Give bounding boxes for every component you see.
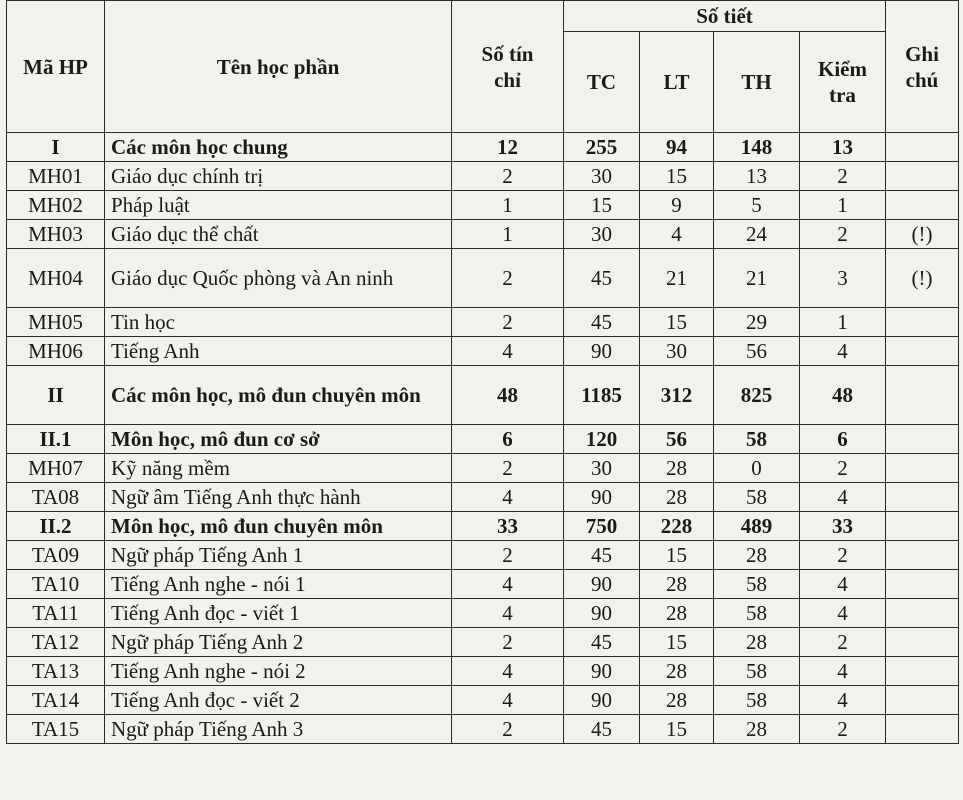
cell-credits: 33 [452,512,564,541]
cell-name: Ngữ pháp Tiếng Anh 3 [105,715,452,744]
cell-name: Giáo dục chính trị [105,162,452,191]
cell-note [886,191,959,220]
cell-kiem-tra: 4 [800,570,886,599]
cell-lt: 15 [640,628,714,657]
table-body [7,133,959,744]
cell-code: TA11 [7,599,105,628]
cell-code: II [7,366,105,425]
col-header-kiem-tra [800,32,886,133]
cell-kiem-tra: 33 [800,512,886,541]
cell-credits: 48 [452,366,564,425]
cell-code: MH06 [7,337,105,366]
cell-note [886,512,959,541]
cell-th: 0 [714,454,800,483]
cell-lt: 15 [640,541,714,570]
cell-th: 58 [714,425,800,454]
table-row [7,715,959,744]
cell-note [886,715,959,744]
curriculum-table [6,0,959,744]
cell-code: I [7,133,105,162]
cell-credits: 4 [452,337,564,366]
cell-th: 58 [714,570,800,599]
cell-name: Tiếng Anh [105,337,452,366]
cell-note: (!) [886,220,959,249]
cell-kiem-tra: 4 [800,599,886,628]
cell-th: 58 [714,686,800,715]
cell-lt: 30 [640,337,714,366]
cell-kiem-tra: 1 [800,191,886,220]
table-row [7,133,959,162]
cell-code: MH02 [7,191,105,220]
cell-tc: 45 [564,541,640,570]
cell-th: 5 [714,191,800,220]
cell-th: 24 [714,220,800,249]
cell-kiem-tra: 2 [800,454,886,483]
cell-name: Tiếng Anh đọc - viết 1 [105,599,452,628]
col-header-so-tiet: Số tiết [564,1,886,32]
cell-name: Tiếng Anh nghe - nói 2 [105,657,452,686]
table-row [7,541,959,570]
cell-lt: 228 [640,512,714,541]
so-tin-chi-line2: chỉ [494,67,521,92]
cell-credits: 2 [452,715,564,744]
cell-code: MH01 [7,162,105,191]
cell-th: 28 [714,715,800,744]
cell-lt: 28 [640,599,714,628]
cell-tc: 1185 [564,366,640,425]
cell-note [886,570,959,599]
cell-code: II.1 [7,425,105,454]
cell-kiem-tra: 13 [800,133,886,162]
cell-name: Giáo dục Quốc phòng và An ninh [105,249,452,308]
cell-tc: 45 [564,308,640,337]
cell-note [886,308,959,337]
cell-name: Môn học, mô đun cơ sở [105,425,452,454]
cell-code: MH03 [7,220,105,249]
cell-kiem-tra: 2 [800,715,886,744]
cell-note [886,686,959,715]
cell-credits: 6 [452,425,564,454]
cell-tc: 120 [564,425,640,454]
cell-kiem-tra: 3 [800,249,886,308]
cell-lt: 15 [640,162,714,191]
cell-credits: 2 [452,308,564,337]
cell-kiem-tra: 4 [800,337,886,366]
cell-credits: 4 [452,686,564,715]
cell-name: Ngữ âm Tiếng Anh thực hành [105,483,452,512]
cell-credits: 4 [452,483,564,512]
cell-tc: 30 [564,220,640,249]
cell-code: MH05 [7,308,105,337]
cell-lt: 15 [640,308,714,337]
cell-code: TA15 [7,715,105,744]
cell-kiem-tra: 4 [800,483,886,512]
cell-code: TA14 [7,686,105,715]
cell-kiem-tra: 6 [800,425,886,454]
cell-tc: 45 [564,249,640,308]
cell-lt: 21 [640,249,714,308]
cell-tc: 45 [564,715,640,744]
cell-note [886,541,959,570]
cell-lt: 28 [640,570,714,599]
cell-tc: 90 [564,337,640,366]
cell-credits: 1 [452,191,564,220]
cell-kiem-tra: 48 [800,366,886,425]
kiem-tra-line1: Kiểm [818,57,867,81]
cell-credits: 2 [452,454,564,483]
table-row [7,337,959,366]
cell-kiem-tra: 2 [800,541,886,570]
cell-code: TA08 [7,483,105,512]
cell-note [886,628,959,657]
cell-kiem-tra: 2 [800,220,886,249]
cell-lt: 15 [640,715,714,744]
ghi-chu-line1: Ghi [905,41,939,66]
table-row [7,657,959,686]
cell-name: Các môn học, mô đun chuyên môn [105,366,452,425]
cell-lt: 28 [640,657,714,686]
cell-credits: 2 [452,628,564,657]
cell-note [886,133,959,162]
table-row [7,454,959,483]
col-header-so-tin-chi [452,1,564,133]
cell-code: TA13 [7,657,105,686]
table-row [7,628,959,657]
cell-lt: 9 [640,191,714,220]
cell-lt: 56 [640,425,714,454]
cell-name: Các môn học chung [105,133,452,162]
cell-th: 28 [714,628,800,657]
cell-name: Pháp luật [105,191,452,220]
cell-name: Tiếng Anh đọc - viết 2 [105,686,452,715]
cell-tc: 30 [564,162,640,191]
cell-code: TA10 [7,570,105,599]
cell-name: Tiếng Anh nghe - nói 1 [105,570,452,599]
cell-kiem-tra: 1 [800,308,886,337]
col-header-ten-hoc-phan: Tên học phần [105,1,452,133]
cell-code: II.2 [7,512,105,541]
cell-lt: 28 [640,483,714,512]
cell-kiem-tra: 2 [800,162,886,191]
cell-th: 56 [714,337,800,366]
cell-tc: 90 [564,483,640,512]
cell-th: 58 [714,599,800,628]
table-row [7,483,959,512]
ghi-chu-line2: chú [905,67,939,92]
cell-note [886,162,959,191]
cell-credits: 4 [452,657,564,686]
cell-tc: 90 [564,657,640,686]
cell-th: 489 [714,512,800,541]
cell-code: MH04 [7,249,105,308]
table-row [7,308,959,337]
cell-tc: 30 [564,454,640,483]
cell-lt: 4 [640,220,714,249]
cell-name: Tin học [105,308,452,337]
cell-tc: 90 [564,599,640,628]
col-header-tc: TC [564,32,640,133]
col-header-ghi-chu [886,1,959,133]
table-row [7,191,959,220]
cell-note [886,483,959,512]
col-header-lt: LT [640,32,714,133]
cell-lt: 312 [640,366,714,425]
cell-th: 28 [714,541,800,570]
cell-credits: 2 [452,249,564,308]
cell-tc: 15 [564,191,640,220]
col-header-th: TH [714,32,800,133]
cell-code: TA12 [7,628,105,657]
cell-name: Giáo dục thể chất [105,220,452,249]
cell-tc: 750 [564,512,640,541]
cell-note [886,657,959,686]
so-tin-chi-line1: Số tín [481,41,534,66]
cell-code: TA09 [7,541,105,570]
cell-note [886,454,959,483]
table-row [7,162,959,191]
cell-th: 21 [714,249,800,308]
table-row [7,220,959,249]
col-header-ma-hp: Mã HP [7,1,105,133]
cell-tc: 90 [564,570,640,599]
cell-note: (!) [886,249,959,308]
cell-note [886,366,959,425]
cell-tc: 90 [564,686,640,715]
cell-tc: 255 [564,133,640,162]
cell-credits: 12 [452,133,564,162]
cell-lt: 94 [640,133,714,162]
cell-lt: 28 [640,686,714,715]
cell-th: 29 [714,308,800,337]
table-row [7,570,959,599]
cell-note [886,425,959,454]
table-row [7,425,959,454]
cell-credits: 4 [452,570,564,599]
cell-credits: 2 [452,162,564,191]
cell-note [886,599,959,628]
table-row [7,366,959,425]
table-row [7,512,959,541]
cell-note [886,337,959,366]
cell-th: 13 [714,162,800,191]
cell-name: Ngữ pháp Tiếng Anh 1 [105,541,452,570]
cell-name: Ngữ pháp Tiếng Anh 2 [105,628,452,657]
table-row [7,249,959,308]
cell-tc: 45 [564,628,640,657]
table-row [7,686,959,715]
kiem-tra-line2: tra [829,83,856,107]
cell-credits: 2 [452,541,564,570]
cell-lt: 28 [640,454,714,483]
cell-kiem-tra: 4 [800,657,886,686]
table-header [7,1,959,133]
cell-credits: 1 [452,220,564,249]
cell-th: 825 [714,366,800,425]
table-row [7,599,959,628]
cell-name: Kỹ năng mềm [105,454,452,483]
cell-credits: 4 [452,599,564,628]
cell-th: 58 [714,657,800,686]
cell-th: 58 [714,483,800,512]
cell-code: MH07 [7,454,105,483]
cell-kiem-tra: 2 [800,628,886,657]
cell-kiem-tra: 4 [800,686,886,715]
cell-th: 148 [714,133,800,162]
cell-name: Môn học, mô đun chuyên môn [105,512,452,541]
